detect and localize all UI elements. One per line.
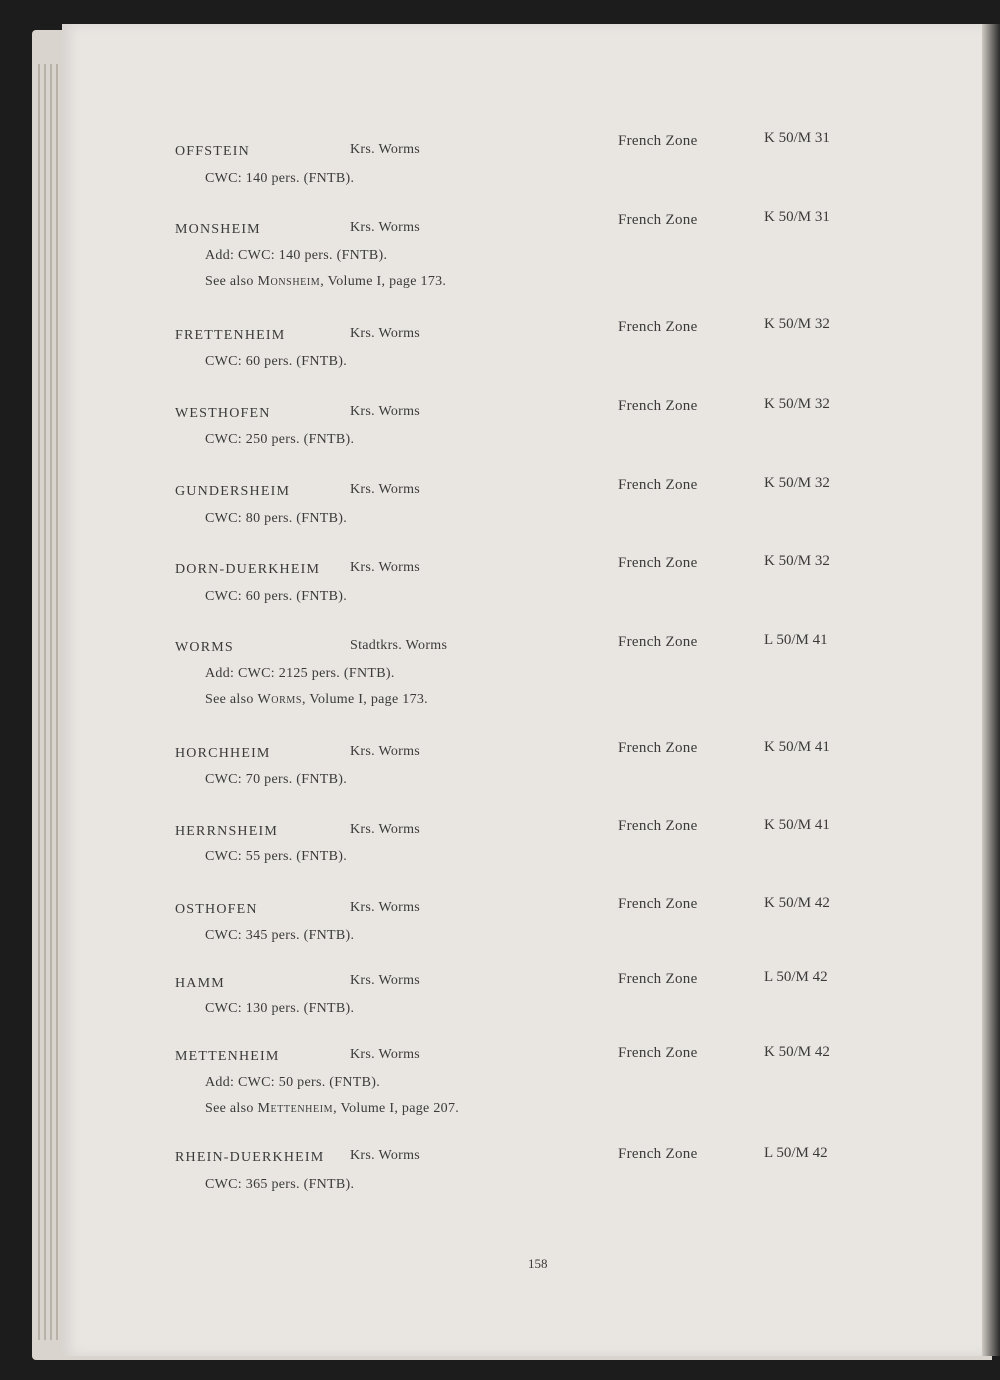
see-also-suffix: , Volume I, page 173. xyxy=(320,274,447,289)
cwc-detail: CWC: 345 pers. (FNTB). xyxy=(205,928,355,943)
cwc-detail: CWC: 365 pers. (FNTB). xyxy=(205,1177,355,1192)
see-also-prefix: See also xyxy=(205,1101,258,1116)
see-also-prefix: See also xyxy=(205,274,258,289)
zone-label: French Zone xyxy=(618,477,698,493)
cwc-detail: CWC: 55 pers. (FNTB). xyxy=(205,849,348,864)
cwc-detail: CWC: 130 pers. (FNTB). xyxy=(205,1001,355,1016)
page-edge-line xyxy=(56,64,58,1340)
place-name: HORCHHEIM xyxy=(175,746,271,761)
district-label: Krs. Worms xyxy=(350,482,421,497)
district-label: Krs. Worms xyxy=(350,973,421,988)
grid-reference: L 50/M 42 xyxy=(764,1145,828,1161)
place-name: GUNDERSHEIM xyxy=(175,484,291,499)
place-name: FRETTENHEIM xyxy=(175,328,286,343)
cwc-detail: CWC: 60 pers. (FNTB). xyxy=(205,354,348,369)
see-also-suffix: , Volume I, page 207. xyxy=(333,1101,460,1116)
grid-reference: K 50/M 41 xyxy=(764,817,830,833)
zone-label: French Zone xyxy=(618,133,698,149)
zone-label: French Zone xyxy=(618,971,698,987)
zone-label: French Zone xyxy=(618,319,698,335)
grid-reference: K 50/M 42 xyxy=(764,1044,830,1060)
see-also-reference xyxy=(205,274,446,290)
page-edge-line xyxy=(38,64,40,1340)
cwc-detail: Add: CWC: 2125 pers. (FNTB). xyxy=(205,666,395,681)
page-number: 158 xyxy=(528,1256,548,1271)
place-name: OSTHOFEN xyxy=(175,902,258,917)
zone-label: French Zone xyxy=(618,1146,698,1162)
place-name: RHEIN-DUERKHEIM xyxy=(175,1150,325,1165)
zone-label: French Zone xyxy=(618,398,698,414)
page-edge-line xyxy=(44,64,46,1340)
grid-reference: K 50/M 31 xyxy=(764,209,830,225)
district-label: Krs. Worms xyxy=(350,404,421,419)
see-also-prefix: See also xyxy=(205,692,258,707)
district-label: Krs. Worms xyxy=(350,142,421,157)
place-name: WORMS xyxy=(175,640,234,655)
zone-label: French Zone xyxy=(618,555,698,571)
grid-reference: K 50/M 42 xyxy=(764,895,830,911)
see-also-place: Mettenheim xyxy=(257,1101,334,1116)
grid-reference: K 50/M 32 xyxy=(764,316,830,332)
cwc-detail: CWC: 70 pers. (FNTB). xyxy=(205,772,348,787)
cwc-detail: CWC: 80 pers. (FNTB). xyxy=(205,511,348,526)
district-label: Stadtkrs. Worms xyxy=(350,638,448,653)
place-name: OFFSTEIN xyxy=(175,144,250,159)
see-also-place: Worms xyxy=(257,692,303,707)
see-also-place: Monsheim xyxy=(257,274,321,289)
grid-reference: K 50/M 32 xyxy=(764,475,830,491)
zone-label: French Zone xyxy=(618,818,698,834)
grid-reference: K 50/M 41 xyxy=(764,739,830,755)
district-label: Krs. Worms xyxy=(350,220,421,235)
place-name: HAMM xyxy=(175,976,225,991)
district-label: Krs. Worms xyxy=(350,744,421,759)
district-label: Krs. Worms xyxy=(350,1148,421,1163)
see-also-suffix: , Volume I, page 173. xyxy=(302,692,428,707)
cwc-detail: CWC: 60 pers. (FNTB). xyxy=(205,589,348,604)
district-label: Krs. Worms xyxy=(350,822,421,837)
page-edge-line xyxy=(50,64,52,1340)
place-name: MONSHEIM xyxy=(175,222,261,237)
place-name: DORN-DUERKHEIM xyxy=(175,562,321,577)
place-name: WESTHOFEN xyxy=(175,406,271,421)
zone-label: French Zone xyxy=(618,1045,698,1061)
zone-label: French Zone xyxy=(618,634,698,650)
see-also-reference xyxy=(205,692,428,708)
district-label: Krs. Worms xyxy=(350,326,421,341)
zone-label: French Zone xyxy=(618,896,698,912)
grid-reference: L 50/M 41 xyxy=(764,632,828,648)
cwc-detail: Add: CWC: 50 pers. (FNTB). xyxy=(205,1075,381,1090)
place-name: METTENHEIM xyxy=(175,1049,280,1064)
district-label: Krs. Worms xyxy=(350,900,421,915)
zone-label: French Zone xyxy=(618,740,698,756)
district-label: Krs. Worms xyxy=(350,560,421,575)
see-also-reference xyxy=(205,1101,459,1117)
cwc-detail: CWC: 140 pers. (FNTB). xyxy=(205,171,355,186)
district-label: Krs. Worms xyxy=(350,1047,421,1062)
cwc-detail: Add: CWC: 140 pers. (FNTB). xyxy=(205,248,388,263)
page-gutter-shadow xyxy=(982,24,1000,1356)
grid-reference: K 50/M 31 xyxy=(764,130,830,146)
grid-reference: L 50/M 42 xyxy=(764,969,828,985)
zone-label: French Zone xyxy=(618,212,698,228)
grid-reference: K 50/M 32 xyxy=(764,553,830,569)
cwc-detail: CWC: 250 pers. (FNTB). xyxy=(205,432,355,447)
place-name: HERRNSHEIM xyxy=(175,824,279,839)
grid-reference: K 50/M 32 xyxy=(764,396,830,412)
